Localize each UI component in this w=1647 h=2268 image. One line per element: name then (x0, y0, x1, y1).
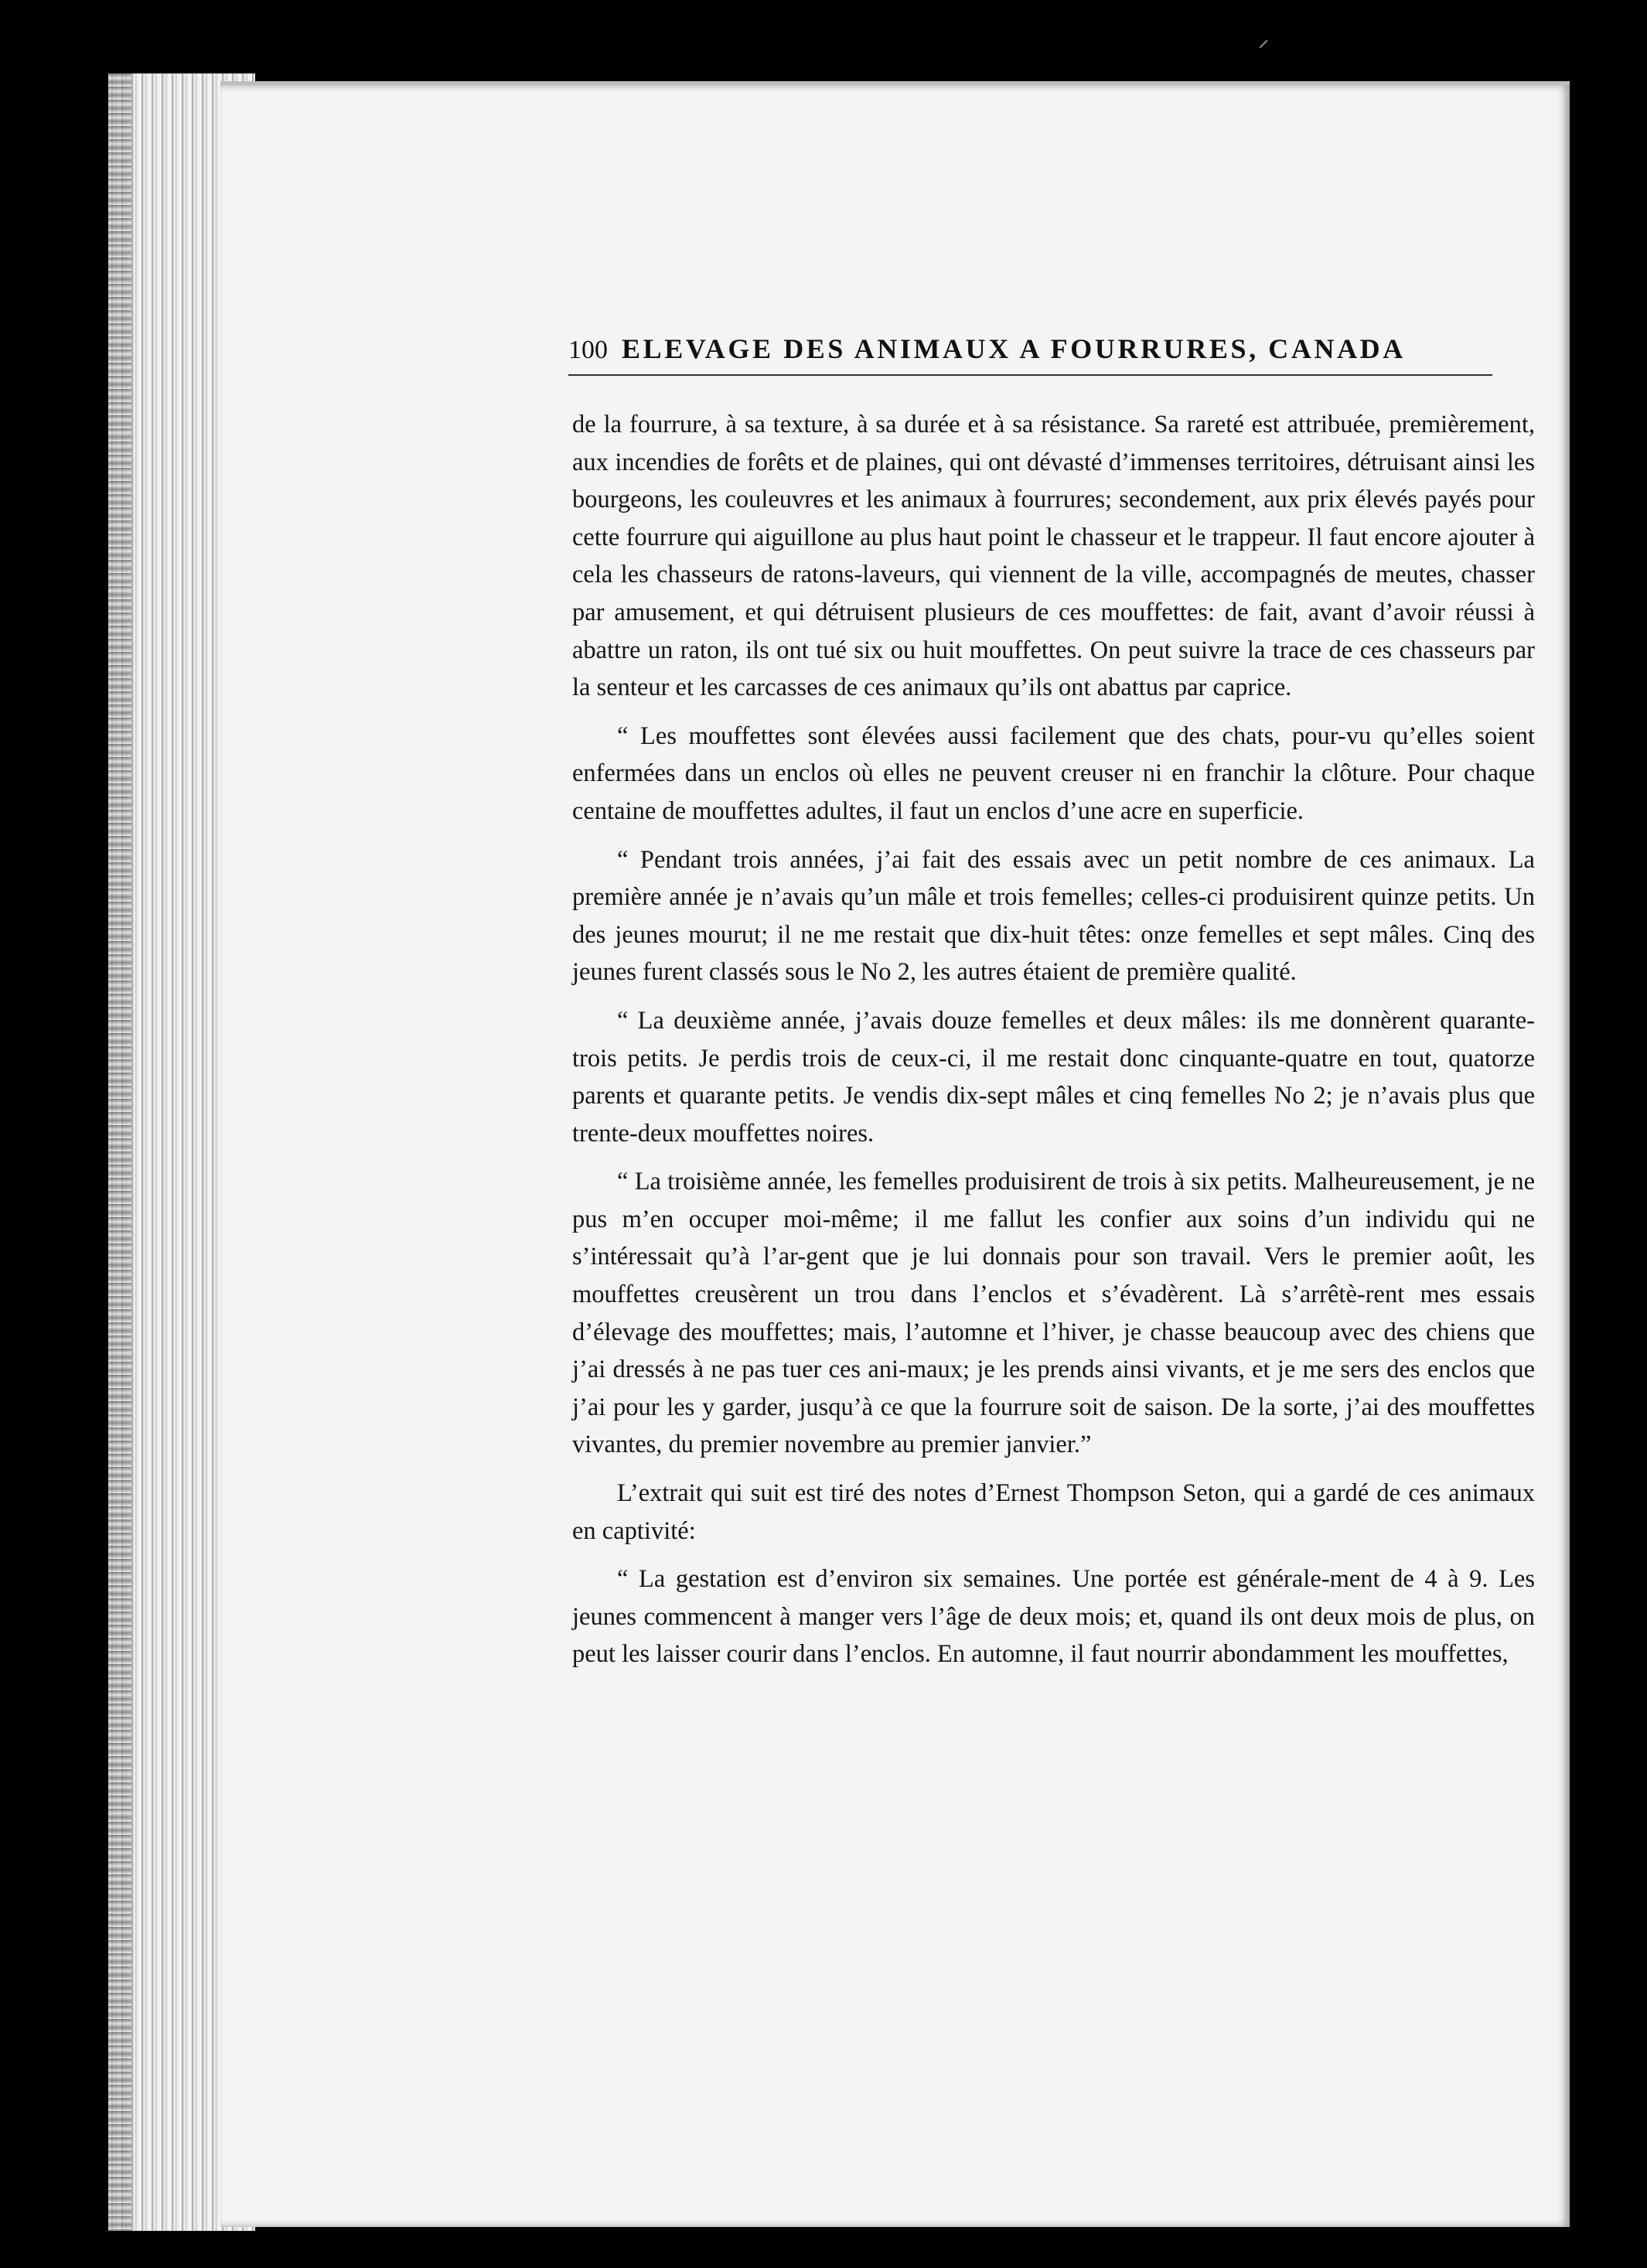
paragraph: L’extrait qui suit est tiré des notes d’Ernest Thompson Seton, qui a gardé de ces animaux en captivité: (572, 1479, 1535, 1545)
page-number: 100 (568, 336, 608, 364)
header-rule (568, 374, 1492, 376)
pencil-mark-icon: ⸝ (1257, 28, 1269, 52)
paragraph: “ Pendant trois années, j’ai fait des essais avec un petit nombre de ces animaux. La première année je n’avais qu’un mâle et trois femelles; celles-ci produisirent quinze petits. Un des jeunes mourut; il ne me restait que dix-huit têtes: onze femelles et sept mâles. Cinq des jeunes furent classés sous le No 2, les autres étaient de première qualité. (572, 845, 1535, 987)
running-head (568, 333, 1492, 365)
page-body (572, 406, 1535, 1673)
paragraph-continuation: de la fourrure, à sa texture, à sa durée et à sa résistance. Sa rareté est attribuée, premièrement, aux incendies de forêts et de plaines, qui ont dévasté d’immenses territoires, détruisant ainsi les bourgeons, les couleuvres et les animaux à fourrures; secondement, aux prix élevés payés pour cette fourrure qui aiguillone au plus haut point le chasseur et le trappeur. Il faut encore ajouter à cela les chasseurs de ratons-laveurs, qui viennent de la ville, accompagnés de meutes, chasser par amusement, et qui détruisent plusieurs de ces mouffettes: de fait, avant d’avoir réussi à abattre un raton, ils ont tué six ou huit mouffettes. On peut suivre la trace de ces chasseurs par la senteur et les carcasses de ces animaux qu’ils ont abattus par caprice. (572, 411, 1535, 702)
paragraph: “ La troisième année, les femelles produisirent de trois à six petits. Malheureusement, je ne pus m’en occuper moi-même; il me fallut les confier aux soins d’un individu qui ne s’intéressait qu’à l’ar-gent que je lui donnais pour son travail. Vers le premier août, les mouffettes creusèrent un trou dans l’enclos et s’évadèrent. Là s’arrêtè-rent mes essais d’élevage des mouffettes; mais, l’automne et l’hiver, je chasse beaucoup avec des chiens que j’ai dressés à ne pas tuer ces ani-maux; je les prends ainsi vivants, et je me sers des enclos que j’ai pour les y garder, jusqu’à ce que la fourrure soit de saison. De la sorte, j’ai des mouffettes vivantes, du premier novembre au premier janvier.” (572, 1168, 1535, 1459)
paragraph: “ Les mouffettes sont élevées aussi facilement que des chats, pour-vu qu’elles soient enfermées dans un enclos où elles ne peuvent creuser ni en franchir la clôture. Pour chaque centaine de mouffettes adultes, il faut un enclos d’une acre en superficie. (572, 721, 1535, 825)
paragraph: “ La deuxième année, j’avais douze femelles et deux mâles: ils me donnèrent quarante-trois petits. Je perdis trois de ceux-ci, il me restait donc cinquante-quatre en tout, quatorze parents et quarante petits. Je vendis dix-sept mâles et cinq femelles No 2; je n’avais plus que trente-deux mouffettes noires. (572, 1006, 1535, 1148)
paragraph: “ La gestation est d’environ six semaines. Une portée est générale-ment de 4 à 9. Les jeunes commencent à manger vers l’âge de deux mois; et, quand ils ont deux mois de plus, on peut les laisser courir dans l’enclos. En automne, il faut nourrir abondamment les mouffettes, (572, 1565, 1535, 1669)
running-title: ELEVAGE DES ANIMAUX A FOURRURES, CANADA (622, 333, 1406, 364)
